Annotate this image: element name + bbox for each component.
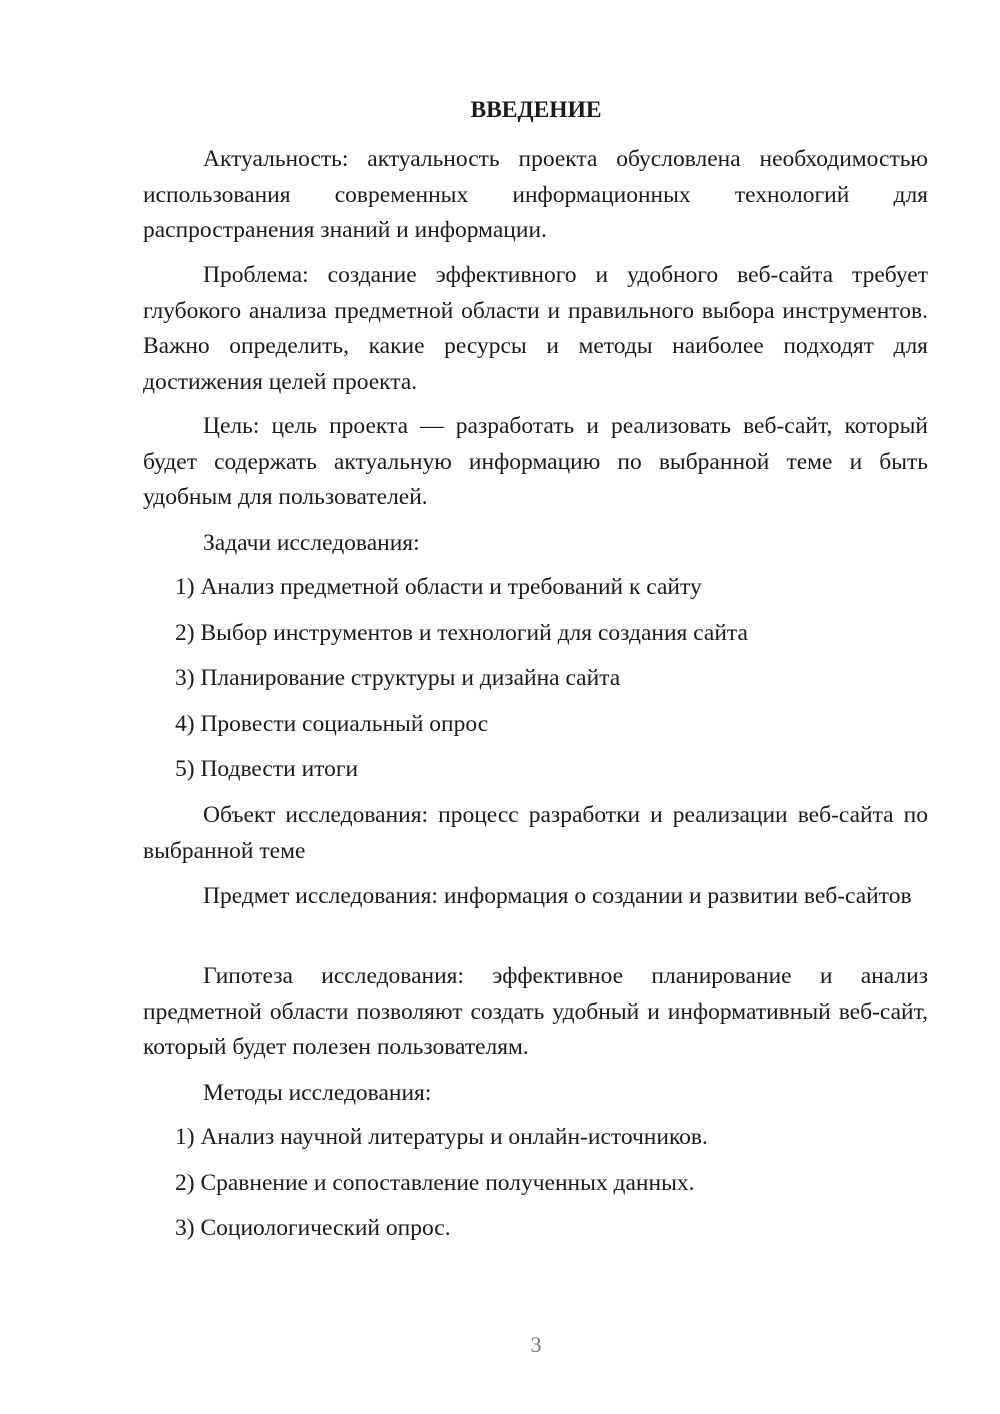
methods-title: Методы исследования:	[203, 1080, 432, 1106]
paragraph-problem: Проблема: создание эффективного и удобного веб-сайта требует глубокого анализа предметной области и правильного выбора инструментов. Важно определить, какие ресурсы и методы наиболее подходят для достижения целей проекта.	[143, 262, 928, 395]
method-item: 1) Анализ научной литературы и онлайн-источников.	[175, 1124, 708, 1150]
section-heading: ВВЕДЕНИЕ	[470, 97, 602, 123]
task-item: 2) Выбор инструментов и технологий для создания сайта	[175, 620, 748, 646]
task-item: 5) Подвести итоги	[175, 756, 359, 782]
tasks-title: Задачи исследования:	[203, 530, 420, 556]
task-item: 1) Анализ предметной области и требований к сайту	[175, 574, 702, 600]
method-item: 2) Сравнение и сопоставление полученных данных.	[175, 1170, 695, 1196]
paragraph-subject: Предмет исследования: информация о создании и развитии веб-сайтов	[203, 883, 912, 909]
task-item: 4) Провести социальный опрос	[175, 711, 489, 737]
paragraph-hypothesis: Гипотеза исследования: эффективное планирование и анализ предметной области позволяют создать удобный и информативный веб-сайт, который будет полезен пользователям.	[143, 963, 928, 1060]
paragraph-object: Объект исследования: процесс разработки и реализации веб-сайта по выбранной теме	[143, 802, 928, 864]
paragraph-relevance: Актуальность: актуальность проекта обусловлена необходимостью использования современных информационных технологий для распространения знаний и информации.	[143, 146, 928, 243]
task-item: 3) Планирование структуры и дизайна сайта	[175, 665, 621, 691]
method-item: 3) Социологический опрос.	[175, 1215, 451, 1241]
paragraph-goal: Цель: цель проекта — разработать и реализовать веб-сайт, который будет содержать актуальную информацию по выбранной теме и быть удобным для пользователей.	[143, 413, 928, 510]
page-number: 3	[530, 1332, 542, 1357]
